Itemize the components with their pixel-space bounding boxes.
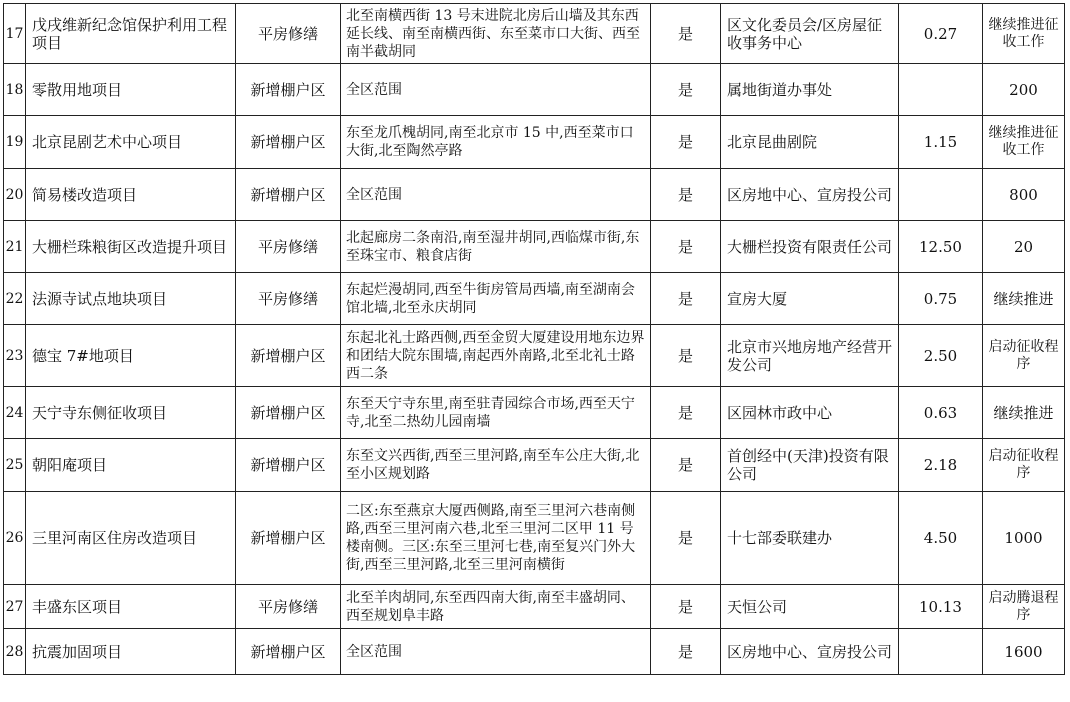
table-row bbox=[4, 492, 1065, 585]
responsible-unit: 十七部委联建办 bbox=[721, 492, 899, 585]
project-flag: 是 bbox=[651, 439, 721, 492]
project-location: 北起廊房二条南沿,南至湿井胡同,西临煤市街,东至珠宝市、粮食店街 bbox=[341, 221, 651, 273]
responsible-unit: 北京昆曲剧院 bbox=[721, 116, 899, 169]
project-area: 12.50 bbox=[899, 221, 983, 273]
project-flag: 是 bbox=[651, 116, 721, 169]
project-name: 三里河南区住房改造项目 bbox=[26, 492, 236, 585]
responsible-unit: 宣房大厦 bbox=[721, 273, 899, 325]
project-table-page bbox=[3, 3, 1064, 697]
row-number: 24 bbox=[4, 387, 26, 439]
project-type: 新增棚户区 bbox=[236, 492, 341, 585]
responsible-unit: 天恒公司 bbox=[721, 585, 899, 629]
project-type: 平房修缮 bbox=[236, 221, 341, 273]
responsible-unit: 区房地中心、宣房投公司 bbox=[721, 169, 899, 221]
project-flag: 是 bbox=[651, 629, 721, 675]
project-location: 全区范围 bbox=[341, 64, 651, 116]
project-area bbox=[899, 629, 983, 675]
project-type: 新增棚户区 bbox=[236, 387, 341, 439]
project-type: 新增棚户区 bbox=[236, 116, 341, 169]
project-location: 全区范围 bbox=[341, 629, 651, 675]
project-type: 新增棚户区 bbox=[236, 64, 341, 116]
project-name: 零散用地项目 bbox=[26, 64, 236, 116]
project-area: 10.13 bbox=[899, 585, 983, 629]
project-type: 平房修缮 bbox=[236, 585, 341, 629]
project-flag: 是 bbox=[651, 585, 721, 629]
project-location: 东至文兴西街,西至三里河路,南至车公庄大街,北至小区规划路 bbox=[341, 439, 651, 492]
responsible-unit: 区房地中心、宣房投公司 bbox=[721, 629, 899, 675]
project-location: 东至天宁寺东里,南至驻青园综合市场,西至天宁寺,北至二热幼儿园南墙 bbox=[341, 387, 651, 439]
responsible-unit: 北京市兴地房地产经营开发公司 bbox=[721, 325, 899, 387]
project-progress: 20 bbox=[983, 221, 1065, 273]
row-number: 17 bbox=[4, 4, 26, 64]
project-location: 东起北礼士路西侧,西至金贸大厦建设用地东边界和团结大院东围墙,南起西外南路,北至北礼士路西二条 bbox=[341, 325, 651, 387]
project-area: 0.75 bbox=[899, 273, 983, 325]
project-progress: 启动腾退程序 bbox=[983, 585, 1065, 629]
table-row bbox=[4, 629, 1065, 675]
responsible-unit: 大栅栏投资有限责任公司 bbox=[721, 221, 899, 273]
project-type: 平房修缮 bbox=[236, 273, 341, 325]
responsible-unit: 区文化委员会/区房屋征收事务中心 bbox=[721, 4, 899, 64]
project-area: 2.50 bbox=[899, 325, 983, 387]
project-name: 大栅栏珠粮街区改造提升项目 bbox=[26, 221, 236, 273]
responsible-unit: 首创经中(天津)投资有限公司 bbox=[721, 439, 899, 492]
table-row bbox=[4, 273, 1065, 325]
project-area: 0.63 bbox=[899, 387, 983, 439]
project-type: 平房修缮 bbox=[236, 4, 341, 64]
project-flag: 是 bbox=[651, 169, 721, 221]
project-area: 0.27 bbox=[899, 4, 983, 64]
project-progress: 1600 bbox=[983, 629, 1065, 675]
row-number: 27 bbox=[4, 585, 26, 629]
project-flag: 是 bbox=[651, 325, 721, 387]
project-progress: 继续推进 bbox=[983, 387, 1065, 439]
project-name: 朝阳庵项目 bbox=[26, 439, 236, 492]
project-progress: 启动征收程序 bbox=[983, 439, 1065, 492]
project-name: 德宝 7#地项目 bbox=[26, 325, 236, 387]
project-table bbox=[3, 3, 1065, 675]
table-row bbox=[4, 387, 1065, 439]
row-number: 20 bbox=[4, 169, 26, 221]
project-location: 北至南横西街 13 号末进院北房后山墙及其东西延长线、南至南横西街、东至菜市口大街、西至南半截胡同 bbox=[341, 4, 651, 64]
row-number: 19 bbox=[4, 116, 26, 169]
row-number: 28 bbox=[4, 629, 26, 675]
table-row bbox=[4, 439, 1065, 492]
project-name: 天宁寺东侧征收项目 bbox=[26, 387, 236, 439]
table-row bbox=[4, 221, 1065, 273]
project-name: 北京昆剧艺术中心项目 bbox=[26, 116, 236, 169]
responsible-unit: 区园林市政中心 bbox=[721, 387, 899, 439]
project-area bbox=[899, 64, 983, 116]
project-type: 新增棚户区 bbox=[236, 325, 341, 387]
project-type: 新增棚户区 bbox=[236, 169, 341, 221]
project-location: 东至龙爪槐胡同,南至北京市 15 中,西至菜市口大街,北至陶然亭路 bbox=[341, 116, 651, 169]
project-name: 简易楼改造项目 bbox=[26, 169, 236, 221]
project-progress: 继续推进征收工作 bbox=[983, 4, 1065, 64]
project-location: 北至羊肉胡同,东至西四南大街,南至丰盛胡同、西至规划阜丰路 bbox=[341, 585, 651, 629]
project-flag: 是 bbox=[651, 492, 721, 585]
project-flag: 是 bbox=[651, 221, 721, 273]
row-number: 21 bbox=[4, 221, 26, 273]
project-type: 新增棚户区 bbox=[236, 629, 341, 675]
row-number: 18 bbox=[4, 64, 26, 116]
project-name: 戊戌维新纪念馆保护利用工程项目 bbox=[26, 4, 236, 64]
project-name: 抗震加固项目 bbox=[26, 629, 236, 675]
project-area: 2.18 bbox=[899, 439, 983, 492]
table-row bbox=[4, 585, 1065, 629]
project-location: 东起烂漫胡同,西至牛街房管局西墙,南至湖南会馆北墙,北至永庆胡同 bbox=[341, 273, 651, 325]
responsible-unit: 属地街道办事处 bbox=[721, 64, 899, 116]
project-area: 4.50 bbox=[899, 492, 983, 585]
table-row bbox=[4, 325, 1065, 387]
table-row bbox=[4, 169, 1065, 221]
row-number: 23 bbox=[4, 325, 26, 387]
project-progress: 启动征收程序 bbox=[983, 325, 1065, 387]
project-area bbox=[899, 169, 983, 221]
project-progress: 1000 bbox=[983, 492, 1065, 585]
table-row bbox=[4, 64, 1065, 116]
project-flag: 是 bbox=[651, 273, 721, 325]
project-progress: 800 bbox=[983, 169, 1065, 221]
project-name: 法源寺试点地块项目 bbox=[26, 273, 236, 325]
row-number: 22 bbox=[4, 273, 26, 325]
project-location: 二区:东至燕京大厦西侧路,南至三里河六巷南侧路,西至三里河南六巷,北至三里河二区甲 11 号楼南侧。三区:东至三里河七巷,南至复兴门外大街,西至三里河路,北至三里河南横街 bbox=[341, 492, 651, 585]
project-type: 新增棚户区 bbox=[236, 439, 341, 492]
project-progress: 继续推进 bbox=[983, 273, 1065, 325]
table-row bbox=[4, 4, 1065, 64]
project-name: 丰盛东区项目 bbox=[26, 585, 236, 629]
row-number: 26 bbox=[4, 492, 26, 585]
project-progress: 继续推进征收工作 bbox=[983, 116, 1065, 169]
project-flag: 是 bbox=[651, 4, 721, 64]
project-flag: 是 bbox=[651, 387, 721, 439]
table-row bbox=[4, 116, 1065, 169]
row-number: 25 bbox=[4, 439, 26, 492]
project-progress: 200 bbox=[983, 64, 1065, 116]
project-location: 全区范围 bbox=[341, 169, 651, 221]
project-area: 1.15 bbox=[899, 116, 983, 169]
project-flag: 是 bbox=[651, 64, 721, 116]
